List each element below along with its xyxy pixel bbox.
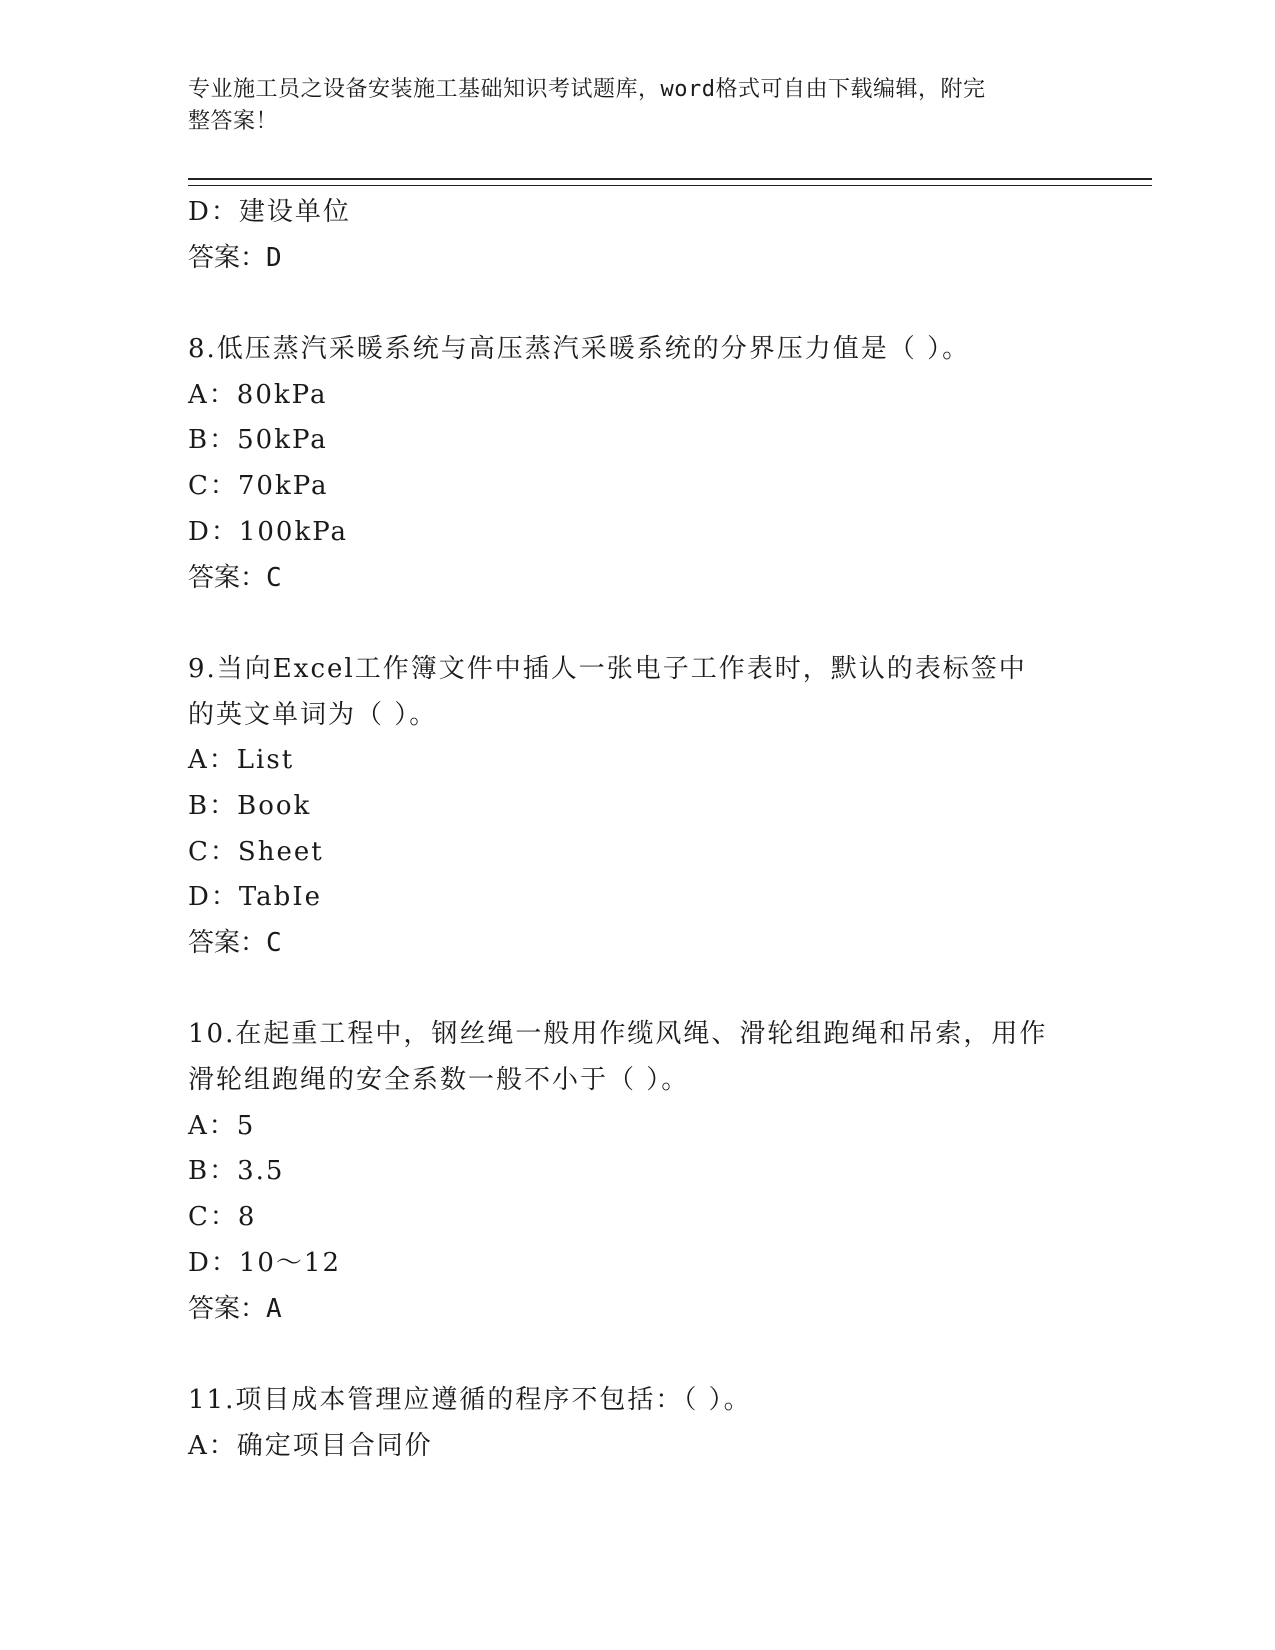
prev-option-d: D：建设单位 bbox=[188, 197, 351, 227]
question-list bbox=[188, 190, 1108, 1469]
q11-option-a: A：确定项目合同价 bbox=[188, 1430, 433, 1461]
q8-option-a: A：80kPa bbox=[188, 379, 328, 410]
prev-answer: 答案：D bbox=[188, 242, 282, 273]
q10-stem-line-1: 10.在起重工程中，钢丝绳一般用作缆风绳、滑轮组跑绳和吊索，用作 bbox=[188, 1019, 1048, 1050]
page-header bbox=[188, 74, 1068, 138]
spacer bbox=[188, 601, 1108, 647]
header-line-1: 专业施工员之设备安装施工基础知识考试题库，word格式可自由下载编辑，附完 bbox=[188, 77, 986, 102]
q9-stem-line-1: 9.当向Excel工作簿文件中插人一张电子工作表时，默认的表标签中 bbox=[188, 653, 1027, 684]
q8-option-c: C：70kPa bbox=[188, 471, 329, 502]
q9-answer: 答案：C bbox=[188, 928, 282, 958]
q8-option-d: D：100kPa bbox=[188, 516, 349, 547]
q8-answer: 答案：C bbox=[188, 562, 282, 593]
spacer bbox=[188, 1332, 1108, 1378]
q10-stem-line-2: 滑轮组跑绳的安全系数一般不小于（ ）。 bbox=[188, 1065, 690, 1096]
q8-stem: 8.低压蒸汽采暖系统与高压蒸汽采暖系统的分界压力值是（ ）。 bbox=[188, 334, 971, 365]
q10-option-d: D：10～12 bbox=[188, 1247, 342, 1278]
q10-option-c: C：8 bbox=[188, 1202, 257, 1233]
q10-option-a: A：5 bbox=[188, 1110, 256, 1141]
header-line-2: 整答案！ bbox=[188, 109, 279, 134]
q9-option-b: B：Book bbox=[188, 790, 312, 821]
q11-stem: 11.项目成本管理应遵循的程序不包括：（ ）。 bbox=[188, 1384, 752, 1415]
q10-option-b: B：3.5 bbox=[188, 1156, 285, 1187]
q9-stem-line-2: 的英文单词为（ ）。 bbox=[188, 699, 438, 730]
header-divider bbox=[188, 178, 1152, 186]
q8-option-b: B：50kPa bbox=[188, 425, 328, 456]
q10-answer: 答案：A bbox=[188, 1293, 282, 1324]
q9-option-c: C：Sheet bbox=[188, 836, 324, 867]
spacer bbox=[188, 967, 1108, 1013]
q9-option-a: A：List bbox=[188, 745, 295, 776]
spacer bbox=[188, 281, 1108, 327]
q9-option-d: D：TabIe bbox=[188, 882, 322, 913]
